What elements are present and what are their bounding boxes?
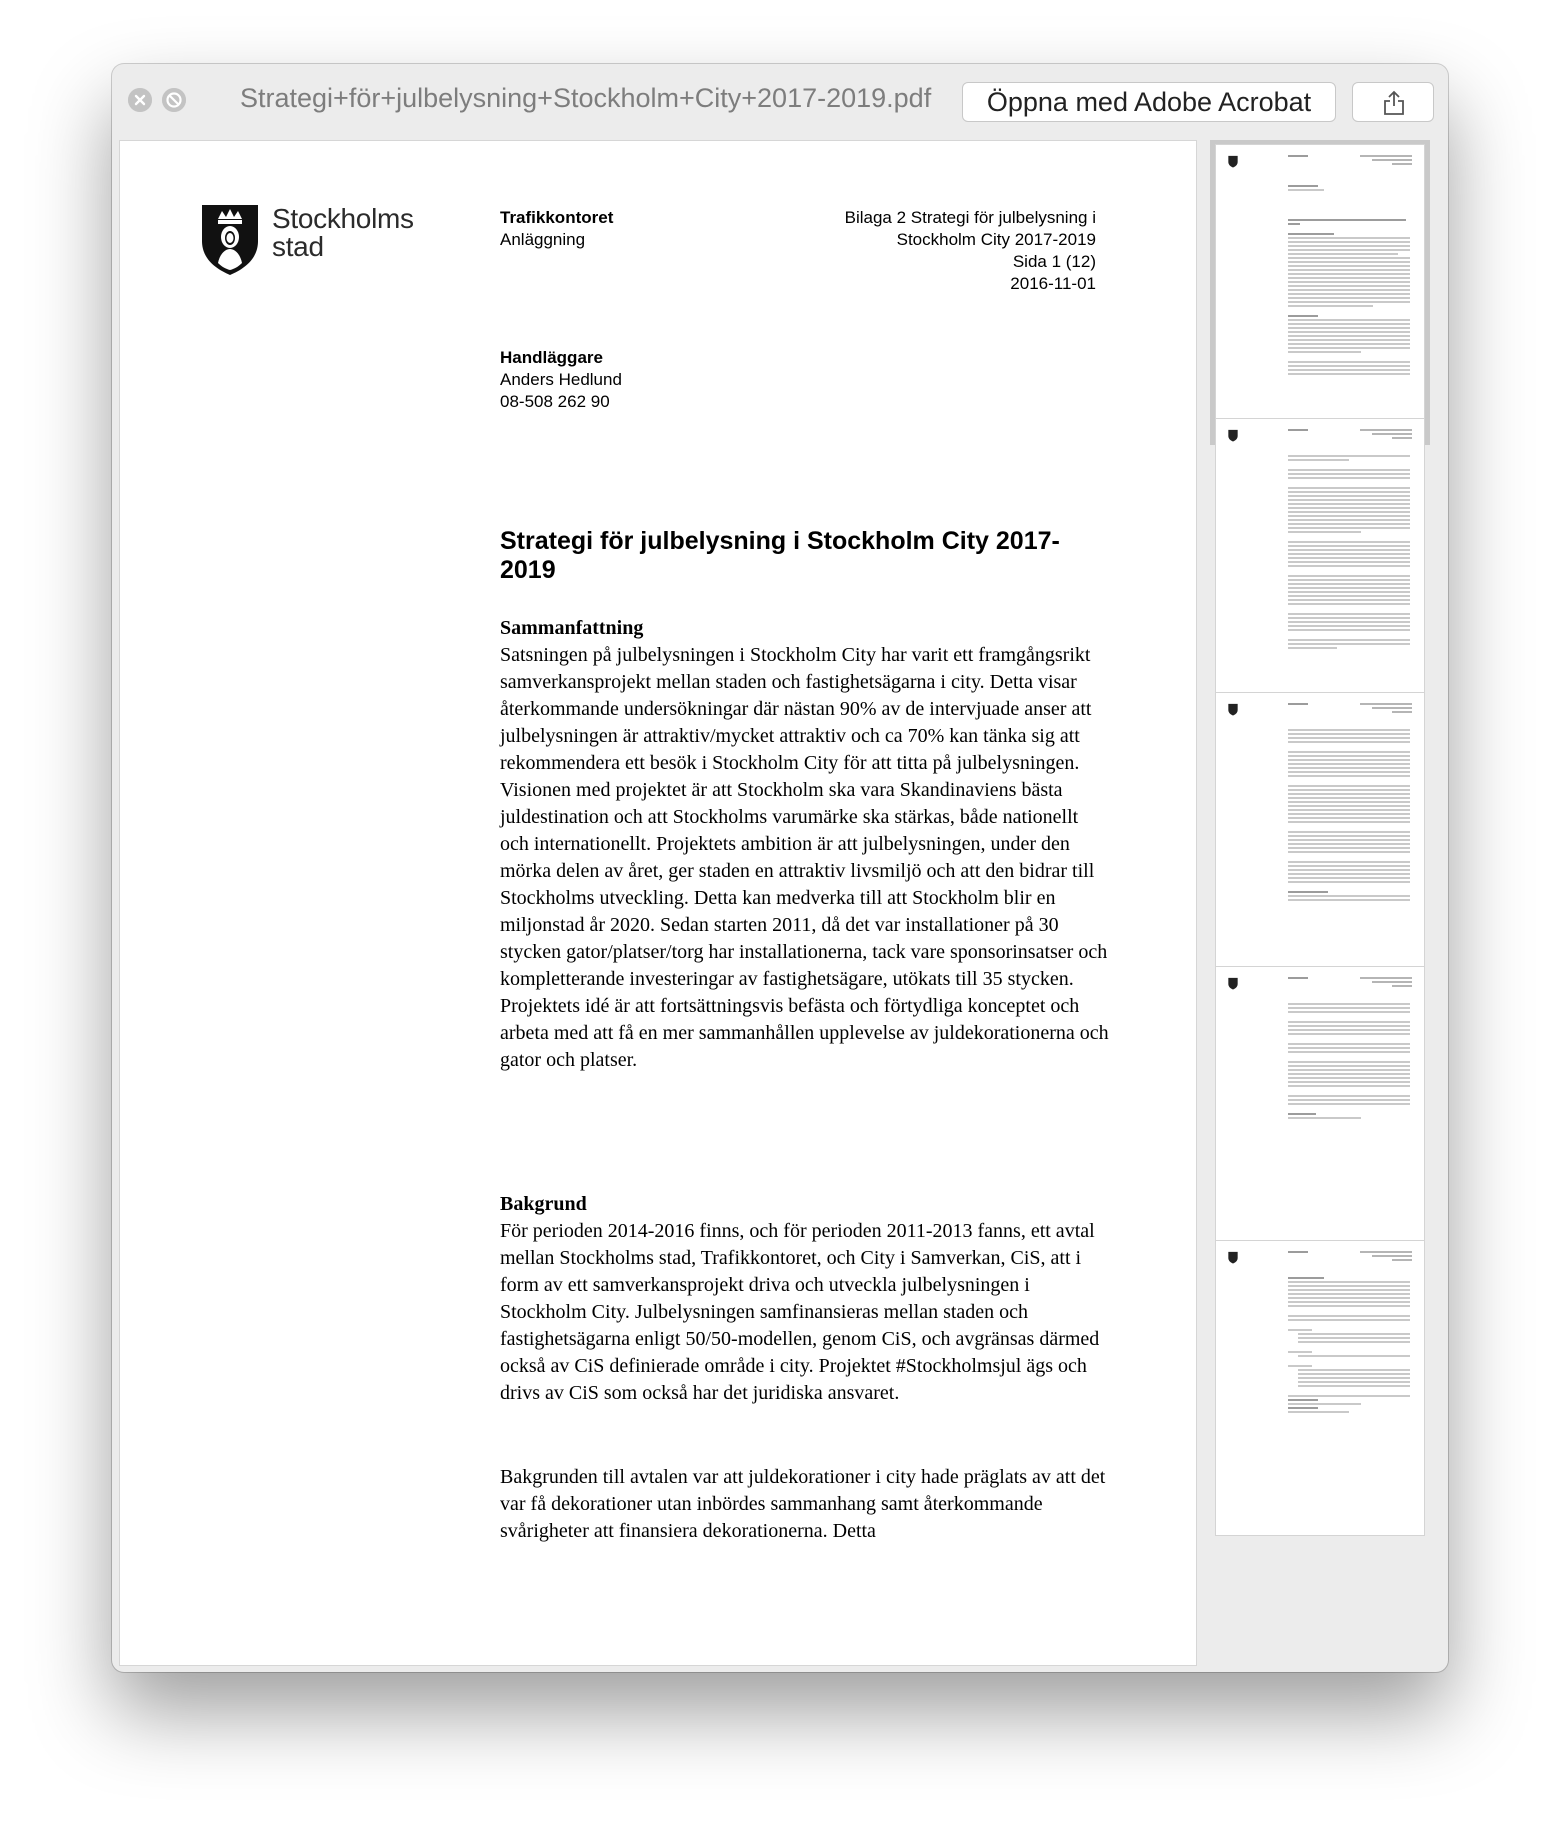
document-header-info [845, 207, 1096, 295]
unit-name: Anläggning [500, 230, 586, 249]
thumbnail-logo-icon [1228, 977, 1238, 990]
page-thumbnail-5[interactable] [1215, 1240, 1425, 1536]
share-icon [1382, 90, 1406, 116]
paragraph: Satsningen på julbelysningen i Stockholm City har varit ett framgångsrikt samverkansprojekt mellan staden och fastighetsägarna i city. Detta visar återkommande undersökningar där nästan 90% av de intervjuade anser att julbelysningen är attraktiv/mycket attraktiv och ca 70% kan tänka sig att rekommendera ett besök i Stockholm City för att titta på julbelysningen. [500, 644, 1092, 774]
thumbnail-sidebar [1207, 140, 1433, 1666]
header-line: Bilaga 2 Strategi för julbelysning i [844, 208, 1096, 227]
preview-window [112, 64, 1448, 1672]
department-block [500, 207, 613, 251]
logo-text-line1: Stockholms [272, 203, 414, 234]
handlaggare-name: Anders Hedlund [500, 370, 622, 389]
window-title: Strategi+för+julbelysning+Stockholm+City+2017-2019.pdf [240, 83, 932, 113]
section-heading: Bakgrund [500, 1193, 587, 1215]
section-sammanfattning [500, 615, 1110, 1074]
open-with-acrobat-button[interactable]: Öppna med Adobe Acrobat [962, 82, 1336, 122]
paragraph: Visionen med projektet är att Stockholm ska vara Skandinaviens bästa juldestination och att Stockholms varumärke ska stärkas, både nationellt och internationellt. Projektets ambition är att julbelysningen, under den mörka delen av året, ger staden en attraktiv livsmiljö och att den bidrar till Stockholms utveckling. Detta kan medverka till att Stockholm blir en miljonstad år 2020. Sedan starten 2011, då det var installationer på 30 stycken gator/platser/torg har installationerna, tack vare sponsorinsatser och kompletterande investeringar av fastighetsägare, utökats till 35 stycken. Projektets idé är att fortsättningsvis befästa och förtydliga konceptet och arbeta med att få en mer sammanhållen upplevelse av juldekorationerna och gator och platser. [500, 779, 1109, 1071]
thumbnail-logo-icon [1228, 155, 1238, 168]
page-thumbnail-1[interactable] [1215, 144, 1425, 440]
header-line: Stockholm City 2017-2019 [896, 230, 1096, 249]
logo-text-line2: stad [272, 231, 324, 262]
document-page [119, 140, 1197, 1666]
page-thumbnail-4[interactable] [1215, 966, 1425, 1262]
handlaggare-phone: 08-508 262 90 [500, 392, 610, 411]
section-bakgrund-continued [500, 1464, 1110, 1545]
share-button[interactable] [1352, 82, 1434, 122]
thumbnail-logo-icon [1228, 1251, 1238, 1264]
stockholm-logo [200, 201, 415, 277]
thumbnail-logo-icon [1228, 703, 1238, 716]
title-bar [112, 64, 1448, 136]
close-button[interactable] [128, 88, 152, 112]
close-icon [128, 88, 152, 112]
handlaggare-label: Handläggare [500, 348, 603, 367]
minimize-button[interactable] [162, 88, 186, 112]
page-thumbnail-3[interactable] [1215, 692, 1425, 988]
section-heading: Sammanfattning [500, 617, 644, 639]
document-date: 2016-11-01 [1010, 274, 1096, 293]
section-bakgrund [500, 1191, 1110, 1407]
minimize-icon [162, 88, 186, 112]
page-thumbnail-2[interactable] [1215, 418, 1425, 714]
paragraph: Bakgrunden till avtalen var att juldekorationer i city hade präglats av att det var få dekorationer utan inbördes sammanhang samt återkommande svårigheter att finansiera dekorationerna. Detta [500, 1466, 1106, 1542]
paragraph: För perioden 2014-2016 finns, och för perioden 2011-2013 fanns, ett avtal mellan Stockholms stad, Trafikkontoret, och City i Samverkan, CiS, att i form av ett samverkansprojekt driva och utveckla julbelysningen i Stockholm City. Julbelysningen samfinansieras mellan staden och fastighetsägarna enligt 50/50-modellen, genom CiS, och avgränsas därmed också av CiS definierade område i city. Projektet #Stockholmsjul ägs och drivs av CiS som också har det juridiska ansvaret. [500, 1220, 1100, 1404]
department-name: Trafikkontoret [500, 208, 614, 227]
page-number: Sida 1 (12) [1012, 252, 1096, 271]
handlaggare-block [500, 347, 622, 413]
stockholm-crown-shield-icon [200, 201, 260, 277]
document-title: Strategi för julbelysning i Stockholm City 2017-2019 [500, 527, 1060, 584]
thumbnail-logo-icon [1228, 429, 1238, 442]
